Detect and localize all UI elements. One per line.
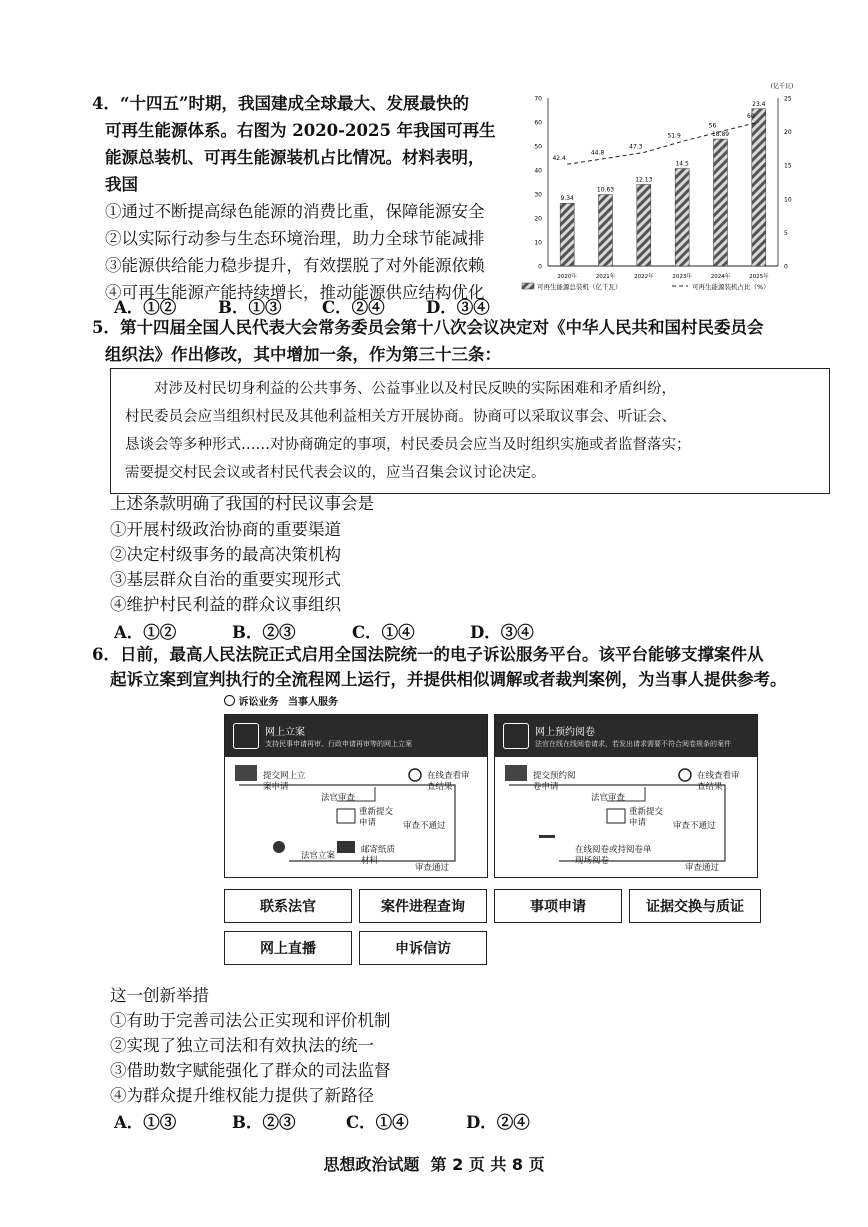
share-line <box>567 122 759 164</box>
q4-option-a[interactable]: A．①② <box>114 298 177 317</box>
line-value-label: 44.8 <box>590 149 605 157</box>
q6-option-b[interactable]: B．②③ <box>232 1113 296 1132</box>
step-check-result: 在线查看审查结果 <box>427 771 470 792</box>
q6-line: 起诉立案到宣判执行的全流程网上运行，并提供相似调解或者裁判案例，为当事人提供参考。 <box>110 670 787 689</box>
step-approved: 审查通过 <box>685 863 720 873</box>
bar <box>714 139 728 266</box>
quote-line: 村民委员会应当组织村民及其他利益相关方开展协商。协商可以采取议事会、听证会、 <box>125 409 676 425</box>
step-judge-review: 法官审查 <box>321 793 356 803</box>
step-check-result: 在线查看审查结果 <box>697 771 740 792</box>
left-tick-label: 0 <box>538 263 542 271</box>
q5-line: 5．第十四届全国人民代表大会常务委员会第十八次会议决定对《中华人民共和国村民委员会 <box>92 318 764 337</box>
q4-line: 我国 <box>105 175 138 194</box>
line-value-label: 51.9 <box>667 132 681 140</box>
step-judge-review: 法官审查 <box>591 793 626 803</box>
left-tick-label: 60 <box>534 119 542 127</box>
step-judge-accept: 法官立案 <box>301 851 336 861</box>
q4-option-c[interactable]: C．②④ <box>322 298 385 317</box>
law-quote-box <box>110 368 830 494</box>
online-filing-panel <box>224 714 488 878</box>
q4-line: 能源总装机、可再生能源装机占比情况。材料表明， <box>105 148 485 167</box>
right-tick-label: 25 <box>784 95 792 103</box>
bar-value-label: 14.5 <box>675 160 689 168</box>
page-footer: 思想政治试题 第 2 页 共 8 页 <box>323 1155 545 1174</box>
bar-value-label: 23.4 <box>752 100 766 108</box>
q4-line: 可再生能源体系。右图为 2020-2025 年我国可再生 <box>105 121 496 140</box>
right-tick-label: 5 <box>784 229 788 237</box>
left-tick-label: 70 <box>534 95 542 103</box>
q5-stem: 上述条款明确了我国的村民议事会是 <box>110 494 374 513</box>
q5-choice: ①开展村级政治协商的重要渠道 <box>110 520 341 539</box>
document-icon <box>503 723 529 749</box>
step-rejected: 审查不通过 <box>673 821 716 831</box>
q4-choice: ④可再生能源产能持续增长，推动能源供应结构优化 <box>105 283 485 302</box>
panel-title: 网上立案 <box>265 727 305 738</box>
bar-value-label: 12.13 <box>635 176 653 184</box>
q6-stem: 这一创新举措 <box>110 986 209 1005</box>
line-value-label: 47.3 <box>629 143 643 151</box>
q5-option-d[interactable]: D．③④ <box>470 623 534 642</box>
panel-subtitle: 支持民事申请再审、行政申请再审等的网上立案 <box>265 740 412 748</box>
q6-choice: ②实现了独立司法和有效执法的统一 <box>110 1036 374 1055</box>
q6-option-c[interactable]: C．①④ <box>346 1113 409 1132</box>
quote-line: 需要提交村民会议或者村民代表会议的，应当召集会议讨论决定。 <box>125 465 546 481</box>
contact-judge-button[interactable]: 联系法官 <box>224 889 352 923</box>
q5-options <box>114 619 534 643</box>
step-resubmit: 重新提交申请 <box>629 807 664 828</box>
q6-line: 6．日前，最高人民法院正式启用全国法院统一的电子诉讼服务平台。该平台能够支撑案件从 <box>92 645 764 664</box>
right-tick-label: 15 <box>784 162 792 170</box>
bar <box>675 169 689 266</box>
petition-button[interactable]: 申诉信访 <box>359 931 487 965</box>
monitor-icon <box>233 723 259 749</box>
q6-choice: ④为群众提升维权能力提供了新路径 <box>110 1086 374 1105</box>
q5-option-c[interactable]: C．①④ <box>352 623 415 642</box>
online-reading-header <box>495 715 757 757</box>
legend-bar-label: 可再生能源总装机（亿千瓦） <box>537 283 622 291</box>
tab-party-service[interactable]: 当事人服务 <box>287 697 338 708</box>
q6-options <box>114 1109 530 1133</box>
legend-line-label: 可再生能源装机占比（%） <box>692 283 770 291</box>
panel-subtitle: 法官在线在线阅卷请求，若发出请求需要不符合阅卷规条的案件 <box>535 740 731 748</box>
q4-choice: ②以实际行动参与生态环境治理，助力全球节能减排 <box>105 229 485 248</box>
step-read-online: 在线阅卷或持阅卷单现场阅卷 <box>575 845 652 866</box>
step-submit: 提交预约阅卷申请 <box>533 771 576 792</box>
bar <box>752 109 766 266</box>
q5-choice: ④维护村民利益的群众议事组织 <box>110 595 341 614</box>
online-reading-panel <box>494 714 758 878</box>
step-submit: 提交网上立案申请 <box>263 771 306 792</box>
tab-litigation[interactable]: 诉讼业务 <box>238 697 279 708</box>
q4-options <box>114 294 490 318</box>
q4-choice: ①通过不断提高绿色能源的消费比重，保障能源安全 <box>105 202 485 221</box>
renewable-energy-chart <box>512 76 812 301</box>
evidence-exchange-button[interactable]: 证据交换与质证 <box>629 889 761 923</box>
tab-icon <box>224 695 235 706</box>
step-mail: 邮寄纸质材料 <box>361 845 396 866</box>
step-approved: 审查通过 <box>415 863 450 873</box>
right-tick-label: 20 <box>784 129 792 137</box>
bar <box>637 184 651 266</box>
q5-line: 组织法》作出修改，其中增加一条，作为第三十三条： <box>105 345 501 364</box>
platform-tabs <box>224 693 338 708</box>
x-tick-label: 2023年 <box>672 274 692 280</box>
online-filing-header <box>225 715 487 757</box>
line-value-label: 42.4 <box>552 155 566 163</box>
q5-option-a[interactable]: A．①② <box>114 623 177 642</box>
x-tick-label: 2022年 <box>634 274 654 280</box>
line-value-label: 60 <box>747 113 755 120</box>
live-stream-button[interactable]: 网上直播 <box>224 931 352 965</box>
q5-option-b[interactable]: B．②③ <box>232 623 296 642</box>
q4-option-b[interactable]: B．①③ <box>218 298 282 317</box>
q6-option-d[interactable]: D．②④ <box>466 1113 530 1132</box>
right-tick-label: 10 <box>784 196 792 204</box>
bar-value-label: 10.63 <box>596 186 615 194</box>
left-tick-label: 20 <box>534 215 542 223</box>
q4-line: 4．“十四五”时期，我国建成全球最大、发展最快的 <box>92 94 469 113</box>
q6-choice: ①有助于完善司法公正实现和评价机制 <box>110 1011 391 1030</box>
legend-bar-swatch <box>522 283 534 289</box>
x-tick-label: 2024年 <box>710 274 731 280</box>
bar <box>560 203 574 266</box>
q5-choice: ③基层群众自治的重要实现形式 <box>110 570 341 589</box>
q6-option-a[interactable]: A．①③ <box>114 1113 177 1132</box>
case-progress-button[interactable]: 案件进程查询 <box>359 889 487 923</box>
line-value-label: 56 <box>708 122 717 130</box>
x-tick-label: 2025年 <box>749 274 769 280</box>
step-rejected: 审查不通过 <box>403 821 446 831</box>
item-application-button[interactable]: 事项申请 <box>494 889 622 923</box>
bar-value-label: 18.89 <box>711 131 730 139</box>
x-tick-label: 2021年 <box>595 274 616 280</box>
q4-option-d[interactable]: D．③④ <box>426 298 490 317</box>
panel-title: 网上预约阅卷 <box>535 727 595 738</box>
quote-line: 对涉及村民切身利益的公共事务、公益事业以及村民反映的实际困难和矛盾纠纷， <box>154 381 676 397</box>
step-resubmit: 重新提交申请 <box>359 807 394 828</box>
left-tick-label: 40 <box>534 167 542 175</box>
quote-line: 恳谈会等多种形式……对协商确定的事项，村民委员会应当及时组织实施或者监督落实； <box>125 437 691 453</box>
right-axis-unit: (亿千瓦) <box>770 83 794 90</box>
left-tick-label: 50 <box>534 143 542 151</box>
bar <box>599 195 613 266</box>
q5-choice: ②决定村级事务的最高决策机构 <box>110 545 341 564</box>
bar-value-label: 9.34 <box>560 195 574 203</box>
right-tick-label: 0 <box>784 263 788 271</box>
q4-choice: ③能源供给能力稳步提升，有效摆脱了对外能源依赖 <box>105 256 485 275</box>
x-tick-label: 2020年 <box>557 274 577 280</box>
q6-choice: ③借助数字赋能强化了群众的司法监督 <box>110 1061 391 1080</box>
left-tick-label: 10 <box>534 239 542 247</box>
left-tick-label: 30 <box>534 191 542 199</box>
